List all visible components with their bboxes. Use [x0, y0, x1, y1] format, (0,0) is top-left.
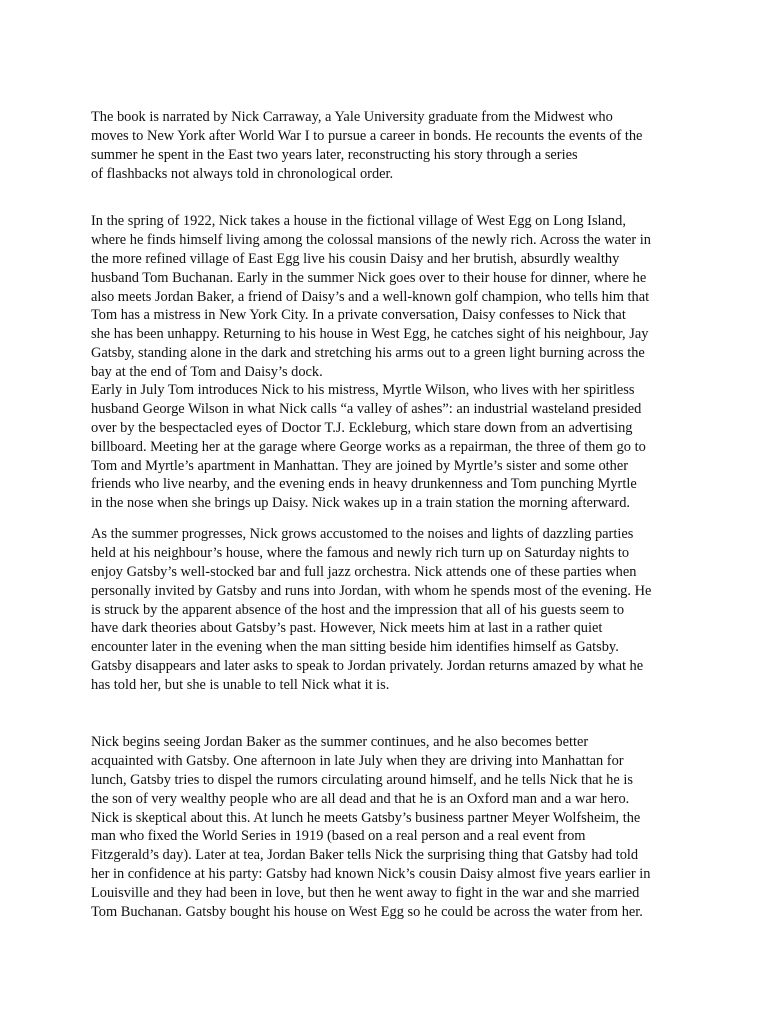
- text-line: Gatsby, standing alone in the dark and stretching his arms out to a green light burning across the: [91, 345, 645, 362]
- text-line: also meets Jordan Baker, a friend of Daisy’s and a well-known golf champion, who tells him that: [91, 288, 650, 305]
- paragraph-4: [91, 525, 691, 695]
- text-line: Nick is skeptical about this. At lunch he meets Gatsby’s business partner Meyer Wolfsheim, the: [91, 809, 641, 826]
- text-line: lunch, Gatsby tries to dispel the rumors circulating around himself, and he tells Nick that he is: [91, 771, 633, 788]
- text-line: acquainted with Gatsby. One afternoon in late July when they are driving into Manhattan for: [91, 752, 624, 769]
- paragraph-1: [91, 108, 691, 184]
- text-line: bay at the end of Tom and Daisy’s dock.: [91, 364, 323, 381]
- paragraph-5: [91, 733, 691, 922]
- text-line: Gatsby disappears and later asks to speak to Jordan privately. Jordan returns amazed by what he: [91, 658, 644, 675]
- text-line: husband Tom Buchanan. Early in the summer Nick goes over to their house for dinner, where he: [91, 269, 647, 286]
- text-line: personally invited by Gatsby and runs into Jordan, with whom he spends most of the evening. He: [91, 582, 652, 599]
- paragraph-2: [91, 212, 691, 382]
- text-line: she has been unhappy. Returning to his house in West Egg, he catches sight of his neighbour, Jay: [91, 326, 649, 343]
- text-line: encounter later in the evening when the man sitting beside him identifies himself as Gatsby.: [91, 639, 619, 656]
- text-line: Fitzgerald’s day). Later at tea, Jordan Baker tells Nick the surprising thing that Gatsby had told: [91, 847, 639, 864]
- text-line: The book is narrated by Nick Carraway, a Yale University graduate from the Midwest who: [91, 109, 613, 125]
- text-line: over by the bespectacled eyes of Doctor T.J. Eckleburg, which stare down from an advertising: [91, 419, 633, 436]
- paragraph-3: [91, 381, 691, 513]
- text-line: As the summer progresses, Nick grows accustomed to the noises and lights of dazzling parties: [91, 526, 634, 542]
- text-line: In the spring of 1922, Nick takes a house in the fictional village of West Egg on Long Island,: [91, 213, 626, 229]
- text-line: have dark theories about Gatsby’s past. However, Nick meets him at last in a rather quiet: [91, 620, 603, 637]
- text-line: Early in July Tom introduces Nick to his mistress, Myrtle Wilson, who lives with her spiritless: [91, 382, 635, 398]
- text-line: Nick begins seeing Jordan Baker as the summer continues, and he also becomes better: [91, 734, 589, 750]
- text-line: moves to New York after World War I to pursue a career in bonds. He recounts the events of the: [91, 127, 643, 144]
- text-line: the more refined village of East Egg live his cousin Daisy and her brutish, absurdly wealthy: [91, 250, 620, 267]
- text-line: Tom Buchanan. Gatsby bought his house on West Egg so he could be across the water from her.: [91, 904, 643, 921]
- text-line: enjoy Gatsby’s well-stocked bar and full jazz orchestra. Nick attends one of these parties when: [91, 563, 637, 580]
- text-line: her in confidence at his party: Gatsby had known Nick’s cousin Daisy almost five years earlier in: [91, 866, 651, 883]
- text-line: billboard. Meeting her at the garage where George works as a repairman, the three of them go to: [91, 438, 646, 455]
- text-line: man who fixed the World Series in 1919 (based on a real person and a real event from: [91, 828, 586, 845]
- text-line: has told her, but she is unable to tell Nick what it is.: [91, 677, 390, 694]
- text-line: in the nose when she brings up Daisy. Nick wakes up in a train station the morning afterward.: [91, 495, 630, 512]
- text-line: of flashbacks not always told in chronological order.: [91, 165, 394, 182]
- text-line: is struck by the apparent absence of the host and the impression that all of his guests seem to: [91, 601, 625, 618]
- text-line: held at his neighbour’s house, where the famous and newly rich turn up on Saturday nights to: [91, 544, 630, 561]
- text-line: husband George Wilson in what Nick calls “a valley of ashes”: an industrial wasteland presided: [91, 400, 642, 417]
- text-line: Louisville and they had been in love, but then he went away to fight in the war and she married: [91, 885, 640, 902]
- text-line: friends who live nearby, and the evening ends in heavy drunkenness and Tom punching Myrtle: [91, 476, 637, 493]
- text-line: where he finds himself living among the colossal mansions of the newly rich. Across the water in: [91, 231, 651, 248]
- text-line: the son of very wealthy people who are all dead and that he is an Oxford man and a war hero.: [91, 790, 630, 807]
- text-line: summer he spent in the East two years later, reconstructing his story through a series: [91, 146, 578, 163]
- text-line: Tom has a mistress in New York City. In a private conversation, Daisy confesses to Nick that: [91, 307, 626, 324]
- text-line: Tom and Myrtle’s apartment in Manhattan. They are joined by Myrtle’s sister and some other: [91, 457, 629, 474]
